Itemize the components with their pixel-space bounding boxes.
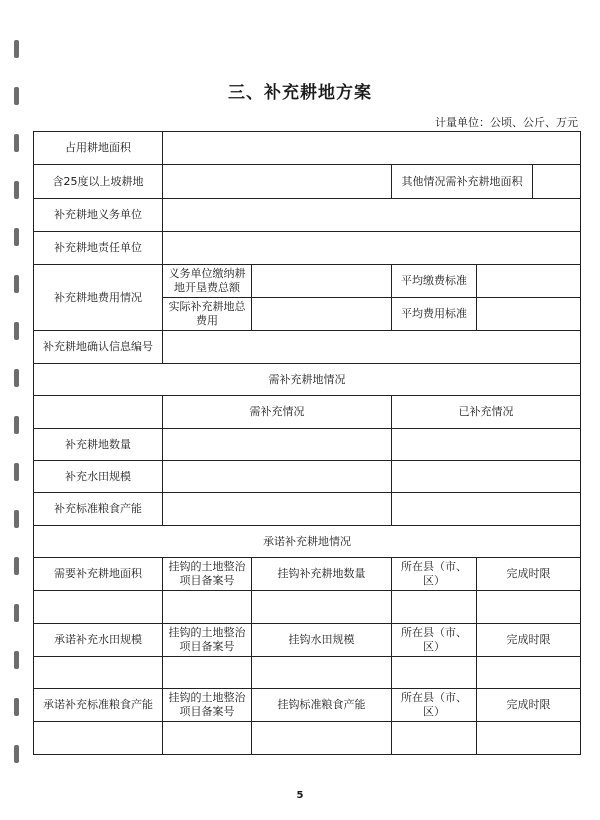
label-avg-payment: 平均缴费标准 [392, 265, 477, 298]
header-project-1: 挂钩的土地整治项目备案号 [163, 558, 252, 591]
blank-cell[interactable] [252, 591, 392, 624]
header-project-2: 挂钩的土地整治项目备案号 [163, 624, 252, 657]
page-number: 5 [296, 790, 304, 801]
header-deadline-2: 完成时限 [477, 624, 581, 657]
label-commit-grain: 承诺补充标准粮食产能 [34, 689, 163, 722]
label-responsible-unit: 补充耕地责任单位 [34, 232, 163, 265]
value-avg-payment[interactable] [477, 265, 581, 298]
blank-cell[interactable] [34, 591, 163, 624]
value-actual-total[interactable] [252, 298, 392, 331]
value-paddy-done[interactable] [392, 461, 581, 493]
label-paid-total: 义务单位缴纳耕地开垦费总额 [163, 265, 252, 298]
units-note: 计量单位：公顷、公斤、万元 [435, 116, 578, 129]
blank-cell[interactable] [477, 722, 581, 755]
header-link-grain: 挂钩标准粮食产能 [252, 689, 392, 722]
header-deadline-1: 完成时限 [477, 558, 581, 591]
label-confirm-no: 补充耕地确认信息编号 [34, 331, 163, 364]
value-quantity-needed[interactable] [163, 429, 392, 461]
label-quantity: 补充耕地数量 [34, 429, 163, 461]
blank-cell[interactable] [252, 657, 392, 689]
label-commit-paddy: 承诺补充水田规模 [34, 624, 163, 657]
header-project-3: 挂钩的土地整治项目备案号 [163, 689, 252, 722]
blank-cell[interactable] [477, 657, 581, 689]
value-grain-done[interactable] [392, 493, 581, 526]
value-confirm-no[interactable] [163, 331, 581, 364]
label-occupied-area: 占用耕地面积 [34, 132, 163, 165]
header-county-1: 所在县（市、区） [392, 558, 477, 591]
header-needed: 需补充情况 [163, 396, 392, 429]
label-grain: 补充标准粮食产能 [34, 493, 163, 526]
header-county-3: 所在县（市、区） [392, 689, 477, 722]
section-title-needs: 需补充耕地情况 [34, 364, 581, 396]
supplementary-farmland-form [33, 131, 581, 755]
value-paddy-needed[interactable] [163, 461, 392, 493]
label-actual-total: 实际补充耕地总费用 [163, 298, 252, 331]
header-link-area: 挂钩补充耕地数量 [252, 558, 392, 591]
label-commit-area: 需要补充耕地面积 [34, 558, 163, 591]
blank-cell[interactable] [163, 722, 252, 755]
blank-cell[interactable] [163, 591, 252, 624]
blank-cell[interactable] [392, 722, 477, 755]
label-avg-cost: 平均费用标准 [392, 298, 477, 331]
value-quantity-done[interactable] [392, 429, 581, 461]
label-paddy: 补充水田规模 [34, 461, 163, 493]
header-link-paddy: 挂钩水田规模 [252, 624, 392, 657]
value-slope-land[interactable] [163, 165, 392, 199]
blank-cell[interactable] [477, 591, 581, 624]
label-other-area: 其他情况需补充耕地面积 [392, 165, 533, 198]
value-obligation-unit[interactable] [163, 199, 581, 232]
section-title-commit: 承诺补充耕地情况 [34, 526, 581, 558]
value-paid-total[interactable] [252, 265, 392, 298]
header-county-2: 所在县（市、区） [392, 624, 477, 657]
blank-cell[interactable] [252, 722, 392, 755]
value-other-area[interactable] [533, 165, 580, 198]
blank-cell[interactable] [34, 722, 163, 755]
blank-cell[interactable] [392, 657, 477, 689]
value-grain-needed[interactable] [163, 493, 392, 526]
page-title: 三、补充耕地方案 [228, 83, 372, 103]
value-occupied-area[interactable] [163, 132, 581, 165]
value-responsible-unit[interactable] [163, 232, 581, 265]
binder-holes [12, 40, 26, 780]
needs-header-blank [34, 396, 163, 429]
blank-cell[interactable] [163, 657, 252, 689]
label-slope-land: 含25度以上坡耕地 [34, 165, 163, 199]
blank-cell[interactable] [34, 657, 163, 689]
blank-cell[interactable] [392, 591, 477, 624]
header-done: 已补充情况 [392, 396, 581, 429]
header-deadline-3: 完成时限 [477, 689, 581, 722]
value-avg-cost[interactable] [477, 298, 581, 331]
label-cost-status: 补充耕地费用情况 [34, 265, 163, 331]
label-obligation-unit: 补充耕地义务单位 [34, 199, 163, 232]
